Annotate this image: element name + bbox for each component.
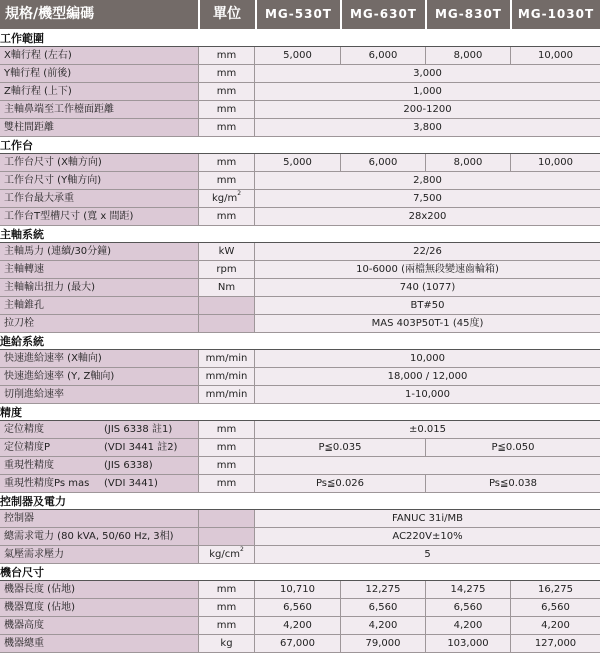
- table-row: [0, 65, 600, 83]
- table-row: [0, 475, 600, 493]
- row-label: [0, 315, 199, 332]
- row-unit: mm: [199, 439, 255, 456]
- row-unit: mm: [199, 172, 255, 189]
- row-label-text: 重現性精度: [4, 460, 54, 471]
- row-label: [0, 475, 199, 492]
- row-value: 5: [255, 546, 600, 563]
- row-label-text: 工作台尺寸 (X軸方向): [4, 157, 102, 168]
- row-value: 6,000: [341, 47, 426, 64]
- row-label-text: 工作台最大承重: [4, 193, 74, 204]
- table-row: [0, 243, 600, 261]
- row-value: 6,560: [511, 599, 600, 616]
- row-value: BT#50: [255, 297, 600, 314]
- row-unit: [199, 510, 255, 527]
- row-label: [0, 368, 199, 385]
- row-label-text: 雙柱間距離: [4, 122, 54, 133]
- table-row: [0, 279, 600, 297]
- table-row: [0, 457, 600, 475]
- row-value: 10,000: [255, 350, 600, 367]
- spec-header-label: 規格/機型編碼: [5, 6, 95, 22]
- row-unit: mm: [199, 119, 255, 136]
- row-label: [0, 65, 199, 82]
- row-label-text: 主軸錐孔: [4, 300, 44, 311]
- table-row: [0, 635, 600, 653]
- section-title: 主軸系統: [0, 226, 600, 243]
- model-header: MG-530T: [264, 7, 332, 21]
- row-value: P≦0.050: [426, 439, 600, 456]
- row-label-text: 主軸輸出扭力 (最大): [4, 282, 95, 293]
- row-value: 3,000: [255, 65, 600, 82]
- row-value: 10,710: [255, 581, 341, 598]
- row-label-text: Z軸行程 (上下): [4, 86, 72, 97]
- table-row: [0, 510, 600, 528]
- row-value: 14,275: [426, 581, 511, 598]
- row-value: 8,000: [426, 154, 511, 171]
- table-row: [0, 421, 600, 439]
- row-unit: mm: [199, 475, 255, 492]
- row-value: 3,800: [255, 119, 600, 136]
- row-value: 4,200: [511, 617, 600, 634]
- row-label-text: 定位精度: [4, 424, 44, 435]
- row-label: [0, 83, 199, 100]
- row-value: 22/26: [255, 243, 600, 260]
- table-header: [0, 0, 600, 29]
- row-value: 2,800: [255, 172, 600, 189]
- row-value: 200-1200: [255, 101, 600, 118]
- row-value: 127,000: [511, 635, 600, 652]
- row-value: AC220V±10%: [255, 528, 600, 545]
- row-label: [0, 510, 199, 527]
- row-label-note: (JIS 6338 註1): [104, 424, 173, 435]
- row-unit: kg: [199, 635, 255, 652]
- row-unit: mm: [199, 599, 255, 616]
- table-row: [0, 208, 600, 226]
- row-value: 18,000 / 12,000: [255, 368, 600, 385]
- row-label: [0, 635, 199, 652]
- row-unit: $kg/m^2$: [199, 190, 255, 207]
- row-label-text: 主軸鼻端至工作檯面距離: [4, 104, 114, 115]
- row-label: [0, 617, 199, 634]
- row-label: [0, 101, 199, 118]
- row-unit: mm: [199, 154, 255, 171]
- row-unit: [199, 297, 255, 314]
- row-label-text: 機器總重: [4, 638, 44, 649]
- section-title: 精度: [0, 404, 600, 421]
- row-unit: [199, 528, 255, 545]
- row-unit: mm: [199, 421, 255, 438]
- row-label: [0, 243, 199, 260]
- row-label-text: 重現性精度Ps mas: [4, 478, 90, 489]
- table-row: [0, 261, 600, 279]
- table-row: [0, 439, 600, 457]
- section-title: 機台尺寸: [0, 564, 600, 581]
- table-row: [0, 297, 600, 315]
- row-unit: Nm: [199, 279, 255, 296]
- row-label: [0, 581, 199, 598]
- table-row: [0, 154, 600, 172]
- row-label: [0, 350, 199, 367]
- row-label: [0, 190, 199, 207]
- row-value: 5,000: [255, 47, 341, 64]
- row-label: [0, 261, 199, 278]
- table-row: [0, 101, 600, 119]
- row-value: 6,560: [341, 599, 426, 616]
- table-row: [0, 581, 600, 599]
- row-label: [0, 297, 199, 314]
- table-row: [0, 172, 600, 190]
- row-unit: mm/min: [199, 350, 255, 367]
- table-row: [0, 47, 600, 65]
- row-unit: mm: [199, 457, 255, 474]
- row-unit: mm/min: [199, 386, 255, 403]
- row-value: 1,000: [255, 83, 600, 100]
- row-label: [0, 279, 199, 296]
- row-unit: $kg/cm^2$: [199, 546, 255, 563]
- row-label-text: 主軸轉速: [4, 264, 44, 275]
- row-value: 4,200: [341, 617, 426, 634]
- table-row: [0, 386, 600, 404]
- table-row: [0, 190, 600, 208]
- row-value: 10,000: [511, 47, 600, 64]
- row-value: FANUC 31i/MB: [255, 510, 600, 527]
- row-label-text: 氣壓需求壓力: [4, 549, 64, 560]
- row-value: 16,275: [511, 581, 600, 598]
- unit-header-label: 單位: [213, 6, 241, 22]
- table-row: [0, 315, 600, 333]
- row-value: 6,560: [255, 599, 341, 616]
- row-value: 5,000: [255, 154, 341, 171]
- row-label: [0, 457, 199, 474]
- row-unit: mm: [199, 47, 255, 64]
- row-label-text: X軸行程 (左右): [4, 50, 72, 61]
- row-label-text: 機器長度 (佔地): [4, 584, 75, 595]
- row-label-text: 工作台T型槽尺寸 (寬 x 間距): [4, 211, 134, 222]
- model-header: MG-830T: [434, 7, 502, 21]
- row-label: [0, 172, 199, 189]
- row-value: 10-6000 (兩檔無段變速齒輪箱): [255, 261, 600, 278]
- row-label-text: 拉刀栓: [4, 318, 34, 329]
- row-value: 10,000: [511, 154, 600, 171]
- row-label: [0, 119, 199, 136]
- row-label-text: 主軸馬力 (連續/30分鐘): [4, 246, 112, 257]
- row-label: [0, 546, 199, 563]
- row-value: 1-10,000: [255, 386, 600, 403]
- row-unit: [199, 315, 255, 332]
- row-label-text: 機器高度: [4, 620, 44, 631]
- row-label-note: (VDI 3441): [104, 478, 158, 489]
- section-title: 工作台: [0, 137, 600, 154]
- table-row: [0, 599, 600, 617]
- row-value: 12,275: [341, 581, 426, 598]
- row-value: 8,000: [426, 47, 511, 64]
- row-value: ±0.015: [255, 421, 600, 438]
- table-row: [0, 528, 600, 546]
- table-row: [0, 617, 600, 635]
- row-value: 103,000: [426, 635, 511, 652]
- row-value: 28x200: [255, 208, 600, 225]
- row-label: [0, 439, 199, 456]
- row-value: 6,560: [426, 599, 511, 616]
- row-label-text: 工作台尺寸 (Y軸方向): [4, 175, 102, 186]
- row-value: Ps≦0.038: [426, 475, 600, 492]
- row-label: [0, 528, 199, 545]
- row-label-text: 快速進給速率 (Y, Z軸向): [4, 371, 115, 382]
- row-value: Ps≦0.026: [255, 475, 426, 492]
- row-value: 67,000: [255, 635, 341, 652]
- row-label: [0, 208, 199, 225]
- row-unit: mm: [199, 617, 255, 634]
- table-row: [0, 83, 600, 101]
- row-unit: mm: [199, 101, 255, 118]
- table-row: [0, 368, 600, 386]
- row-label-note: (JIS 6338): [104, 460, 153, 471]
- row-label-text: 快速進給速率 (X軸向): [4, 353, 102, 364]
- row-unit: mm: [199, 83, 255, 100]
- row-label-text: 控制器: [4, 513, 34, 524]
- row-label-text: 總需求電力 (80 kVA, 50/60 Hz, 3相): [4, 531, 174, 542]
- section-title: 控制器及電力: [0, 493, 600, 510]
- row-unit: kW: [199, 243, 255, 260]
- row-label-note: (VDI 3441 註2): [104, 442, 178, 453]
- row-unit: mm: [199, 65, 255, 82]
- section-title: 工作範圍: [0, 30, 600, 47]
- row-value: 740 (1077): [255, 279, 600, 296]
- row-unit: mm/min: [199, 368, 255, 385]
- row-label-text: 切削進給速率: [4, 389, 64, 400]
- table-row: [0, 546, 600, 564]
- row-label: [0, 47, 199, 64]
- row-label: [0, 599, 199, 616]
- row-label-text: 機器寬度 (佔地): [4, 602, 75, 613]
- row-value: 7,500: [255, 190, 600, 207]
- row-unit: mm: [199, 208, 255, 225]
- row-label: [0, 421, 199, 438]
- section-title: 進給系統: [0, 333, 600, 350]
- row-value: 4,200: [255, 617, 341, 634]
- row-value: P≦0.035: [255, 439, 426, 456]
- row-value: [255, 457, 600, 474]
- model-header: MG-1030T: [517, 7, 595, 21]
- row-value: 6,000: [341, 154, 426, 171]
- row-label: [0, 386, 199, 403]
- row-unit: mm: [199, 581, 255, 598]
- row-label-text: Y軸行程 (前後): [4, 68, 72, 79]
- model-header: MG-630T: [349, 7, 417, 21]
- row-label-text: 定位精度P: [4, 442, 51, 453]
- row-value: 79,000: [341, 635, 426, 652]
- row-label: [0, 154, 199, 171]
- table-row: [0, 119, 600, 137]
- row-value: 4,200: [426, 617, 511, 634]
- row-value: MAS 403P50T-1 (45度): [255, 315, 600, 332]
- table-row: [0, 350, 600, 368]
- row-unit: rpm: [199, 261, 255, 278]
